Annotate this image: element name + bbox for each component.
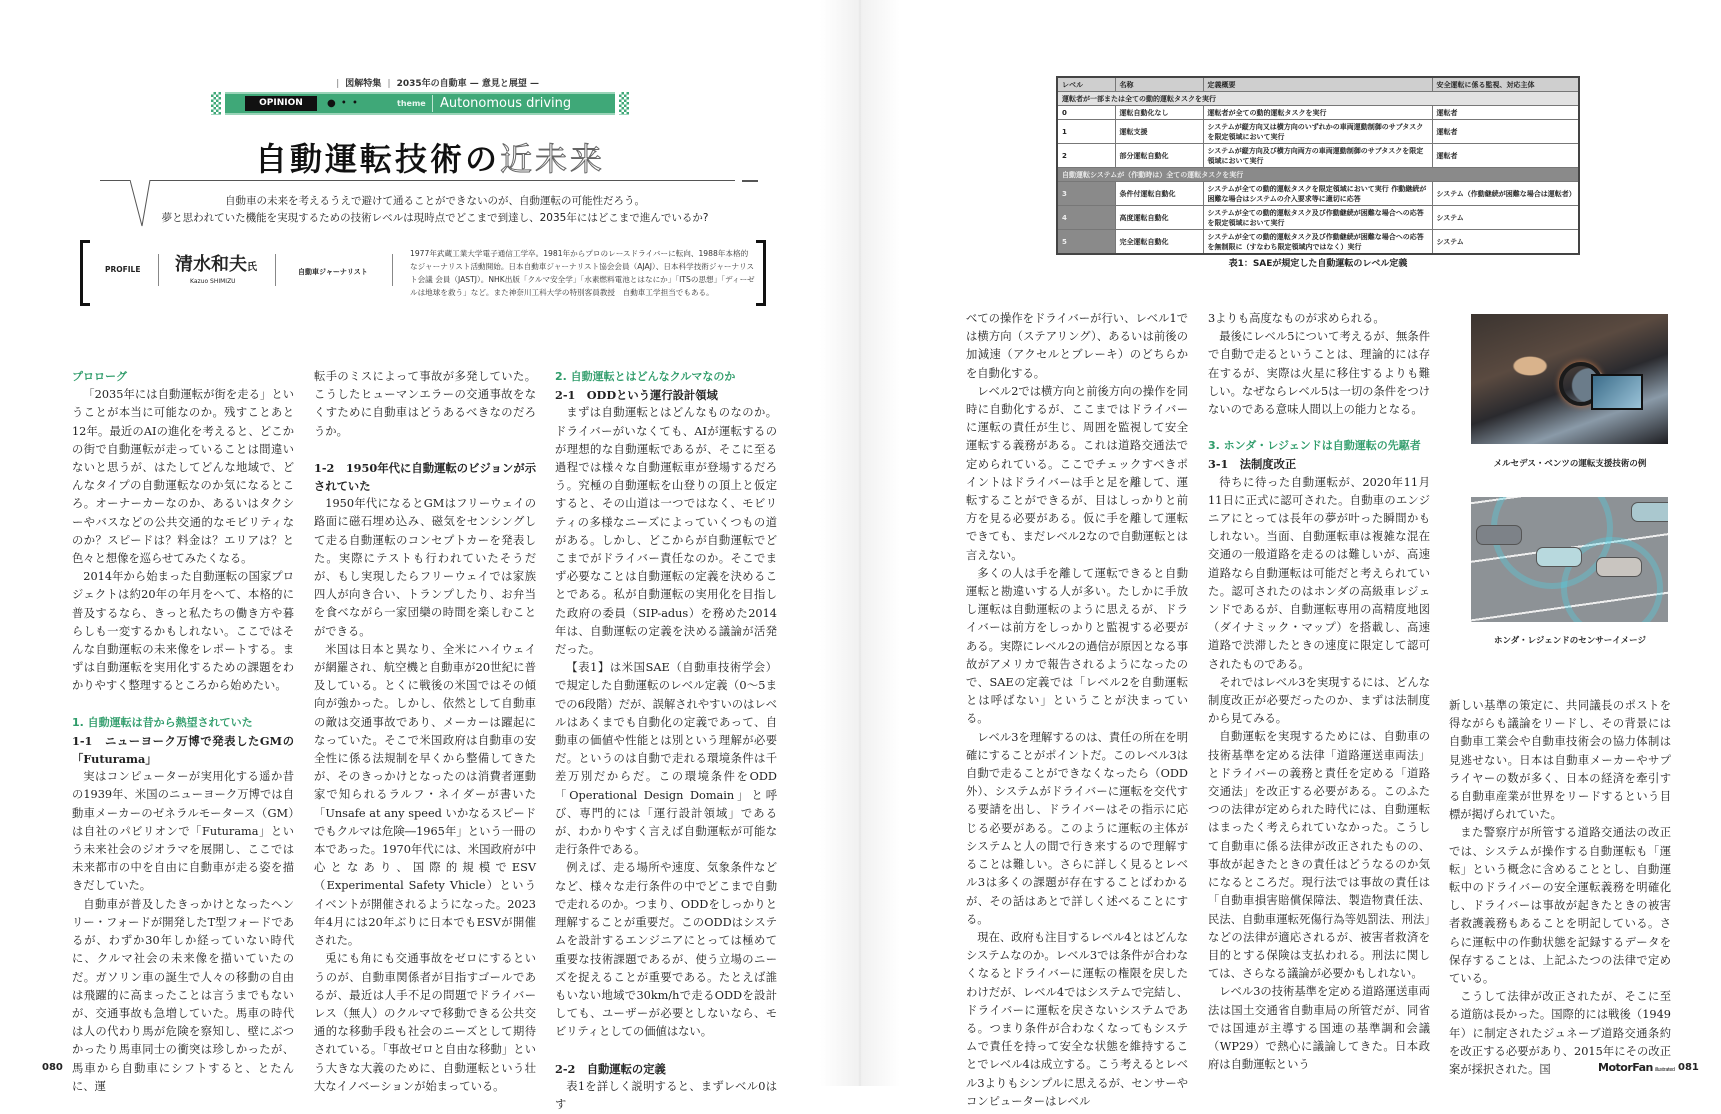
cell-level: 0 [1057, 106, 1115, 120]
table-row [1057, 182, 1579, 206]
cell-subject: 運転者 [1432, 106, 1579, 120]
column-header: レベル [1057, 77, 1115, 92]
body-column [314, 368, 536, 1096]
paragraph: 米国は日本と異なり、全米にハイウェイが網羅され、航空機と自動車が20世紀に普及している。とくに戦後の米国ではその傾向が強かった。しかし、依然として自動車の敵は交通事故であり、メーカーは躍起になっていた。そこで米国政府は自動車の安全性に係る法規制を早くから整備してきたが、そのきっかけとなったのは消費者運動家で知られるラルフ・ネイダーが書いた「Unsafe at any speed いかなるスピードでもクルマは危険―1965年」という一冊の本であった。1970年代には、米国政府が中心となあり、国際的規模でESV（Experimental Safety Vhicle）というイベントが開催されるようになった。2023年4月には20年ぶりに日本でもESVが開催された。 [314, 642, 536, 948]
paragraph: 最後にレベル5について考えるが、無条件で自動で走るということは、理論的には存在するが、実際は火星に移住するよりも難しい。なぜならレベル5は一切の条件をつけないのである意味人間以上の能力となる。 [1208, 330, 1430, 417]
magazine-logo [1598, 1061, 1675, 1074]
subsection-heading: 1-2 1950年代に自動運転のビジョンが示されていた [314, 460, 536, 494]
author-name [175, 250, 257, 276]
paragraph: 待ちに待った自動運転が、2020年11月11日に正式に認可された。自動車のエンジニアにとっては長年の夢が叶った瞬間かもしれない。当面、自動運転車は複雑な混在交通の一般道路を走るのは難しいが、高速道路なら自動運転は可能だと考えられていた。認可されたのはホンダの高級車レジェンドであるが、自動運転専用の高精度地図（ダイナミック・マップ）を搭載し、高速道路で渋滞したときの速度に限定して認可されたものである。 [1208, 475, 1430, 671]
paragraph: べての操作をドライバーが行い、レベル1では横方向（ステアリング）、あるいは前後の加減速（アクセルとブレーキ）のどちらかを自動化する。 [966, 312, 1188, 380]
paragraph: レベル3を理解するのは、責任の所在を明確にすることがポイントだ。このレベル3は自動で走ることができなくなったら（ODD外）、システムがドライバーに運転を交代する要請を出し、ドライバーはその指示に応じる必要がある。このように運転の主体がシステムと人の間で行き来するので理解することは難しい。さらに詳しく見るとレベル3は多くの課題が存在することばわかるが、その話はあとで詳しく述べることにする。 [966, 730, 1188, 926]
cell-level: 4 [1057, 206, 1115, 230]
title-outline: 近未来 [500, 140, 606, 178]
photo-caption: ホンダ・レジェンドのセンサーイメージ [1493, 636, 1647, 646]
page-number-left: 080 [42, 1062, 63, 1073]
title-solid: 自動運転技術の [255, 140, 501, 178]
table-caption: 表1：SAEが規定した自動運転のレベル定義 [1228, 259, 1408, 269]
photo-caption: メルセデス・ベンツの運転支援技術の例 [1493, 459, 1647, 469]
paragraph: 自動車が普及したきっかけとなったヘンリー・フォードが開発したT型フォードであるが、わずか30年しか経っていない時代に、クルマ社会の未来像を描いていたのだ。ガソリン車の誕生で人々の移動の自由は飛躍的に高まったことは言うまでもないが、交通事故も急増していた。馬車の時代は人の代わり馬が危険を察知し、壁にぶつかったり馬車同士の衝突は珍しかったが、馬車から自動車にシフトすると、とたんに、運 [72, 897, 294, 1093]
paragraph: 現在、政府も注目するレベル4とはどんなシステムなのか。レベル3では条件が合わなくなるとドライバーに運転の権限を戻したわけだが、レベル4ではシステムで完結し、ドライバーに運転を戻さないシステムである。つまり条件が合わなくなってもシステムで責任を持って安全な状態を維持することでレベル4は成立する。こう考えるとレベル3よりもシンプルに思えるが、センサーやコンピューターはレベル [966, 930, 1188, 1108]
paragraph: 自動運転を実現するためには、自動車の技術基準を定める法律「道路運送車両法」とドライバーの義務と責任を定める「道路交通法」を改正する必要がある。このふたつの法律が定められた時代には、自動運転はまったく考えられていなかった。こうして自動車に係る法律が改正されたものの、事故が起きたときの責任はどうなるのか気になるところだ。現行法では事故の責任は「自動車損害賠償保障法、製造物責任法、民法、自動車運転死傷行為等処罰法、刑法」などの法律が適応されるが、被害者救済を目的とする保険は支払われる。刑法に関しては、さらなる議論が必要かもしれない。 [1208, 730, 1430, 981]
cell-level: 2 [1057, 144, 1115, 168]
page-gutter [820, 0, 900, 1086]
cell-definition: システムが縦方向又は横方向のいずれかの車両運動制御のサブタスクを限定領域において実行 [1203, 120, 1432, 144]
bracket-right [756, 240, 766, 306]
paragraph: レベル3の技術基準を定める道路運送車両法は国土交通省自動車局の所管だが、同省では国連が主導する国連の基準調和会議（WP29）で熱心に議論してきた。日本政府は自動運転という [1208, 985, 1430, 1072]
section-heading: 1. 自動運転は昔から熱望されていた [72, 715, 253, 729]
section-heading: 3. ホンダ・レジェンドは自動運転の先駆者 [1208, 439, 1421, 453]
paragraph: 2014年から始まった自動運転の国家プロジェクトは約20年の年月をへて、本格的に普及するなら、きっと私たちの働き方や暮らしも一変するかもしれない。ここではそんな自動運転の未来像をレポートする。まずは自動運転を実用化するための課題をわかりやすく整理するところから始めたい。 [72, 570, 294, 693]
checker-pattern [211, 92, 221, 115]
paragraph: 1950年代になるとGMはフリーウェイの路面に磁石埋め込み、磁気をセンシングして走る自動運転のコンセプトカーを発表した。実際にテストも行われていたそうだが、もし実現したらフリーウェイでは家族四人が向き合い、トランプしたり、お弁当を食べながら一家団欒の時間を楽しむことができる。 [314, 497, 536, 638]
paragraph: 例えば、走る場所や速度、気象条件などなど、様々な走行条件の中でどこまで自動で走れるのか。つまり、ODDをしっかりと理解することが重要だ。このODDはシステムを設計するエンジニアにとっては極めて重要な技術課題であるが、使う立場のニーズを捉えることが重要である。たとえば誰もいない地域で30km/hで走るODDを設計しても、ユーザーが必要としないなら、モビリティとしての価値はない。 [555, 861, 777, 1039]
page-number-right: 081 [1678, 1062, 1699, 1073]
kicker-title: 2035年の自動車 — 意見と展望 — [396, 79, 540, 89]
author-role: 自動車ジャーナリスト [298, 268, 368, 276]
group-label: 自動運転システムが（作動時は）全ての運転タスクを実行 [1057, 168, 1579, 182]
paragraph: 「2035年には自動運転が街を走る」ということが本当に可能なのか。残すことあと12年。最近のAIの進化を考えると、どこかの街で自動運転が走っていることは間違いないと思うが、はたしてどんな地域で、どんなタイプの自動運転なのか気になるところ。オーナーカーなのか、あるいはタクシーやバスなどの公共交通的なモビリティなのか？スピードは？料金は？エリアは？と色々と想像を巡らせてみたくなる。 [72, 388, 294, 566]
cell-name: 高度運転自動化 [1115, 206, 1203, 230]
cell-definition: システムが全ての動的運転タスク及び作動継続が困難な場合への応答を無制限に（すなわち限定領域内ではなく）実行 [1203, 230, 1432, 255]
cell-name: 運転支援 [1115, 120, 1203, 144]
cell-subject: システム [1432, 206, 1579, 230]
cell-level: 3 [1057, 182, 1115, 206]
table-header-row [1057, 77, 1579, 92]
table-row [1057, 230, 1579, 255]
cell-subject: 運転者 [1432, 120, 1579, 144]
paragraph: まずは自動運転とはどんなものなのか。ドライバーがいなくても、AIが運転するのが理想的な自動運転であるが、そこに至る過程では様々な自動運転車が登場するだろう。究極の自動運転を山登りの頂上と仮定すると、その山道は一つではなく、モビリティの多様なニーズによっていくつもの道がある。しかし、どこからが自動運転でどこまでがドライバー責任なのか。そこでまず必要なことは自動運転の定義を決めることである。私が自動運転の実用化を目指した政府の委員（SIP-adus）を務めた2014年は、自動運転の定義を決める議論が活発だった。 [555, 406, 777, 657]
sae-level-table [1056, 76, 1580, 255]
author-profile [80, 240, 766, 302]
logo-text: MotorFan [1598, 1061, 1653, 1074]
paragraph: 実はコンピューターが実用化する遥か昔の1939年、米国のニューヨーク万博では自動車メーカーのゼネラルモータース（GM）は自社のパビリオンで「Futurama」という未来社会のジオラマを展開し、ここでは未来都市の中を自由に自動車が走る姿を描きだしていた。 [72, 770, 294, 893]
lead-line: 夢と思われていた機能を実現するための技術レベルは現時点でどこまで到達し、2035年にはどこまで進んでいるか? [161, 212, 709, 224]
mercedes-interior-photo [1471, 314, 1668, 444]
paragraph: また警察庁が所管する道路交通法の改正では、システムが操作する自動運転も「運転」という概念に含めることとし、自動運転中のドライバーの安全運転義務を明確化し、ドライバーは事故が起きたときの被害者救護義務もあることを明記している。さらに運転中の作動状態を記録するデータを保存することは、上記ふたつの法律で定めている。 [1449, 826, 1671, 986]
cell-name: 条件付運転自動化 [1115, 182, 1203, 206]
paragraph: 転手のミスによって事故が多発していた。こうしたヒューマンエラーの交通事故をなくすために自動車はどうあるべきなのだろうか。 [314, 370, 536, 438]
divider [158, 254, 159, 286]
paragraph: 表1を詳しく説明すると、まずレベル0はす [555, 1079, 777, 1111]
dots-icon: ● • • [327, 98, 359, 109]
table-group-row [1057, 92, 1579, 106]
paragraph: 新しい基準の策定に、共同議長のポストを得ながらも議論をリードし、その背景には自動車工業会や自動車技術会の協力体制は見逃せない。日本は自動車メーカーやサプライヤーの数が多く、日本の経済を牽引する自動車産業が世界をリードするという目標が掲げられていた。 [1449, 699, 1671, 822]
body-column [966, 310, 1188, 1111]
lead-text [140, 193, 730, 227]
profile-label: PROFILE [105, 265, 141, 274]
cell-subject: システム（作動継続が困難な場合は運転者） [1432, 182, 1579, 206]
dash-screen-graphic [1591, 374, 1643, 410]
checker-pattern [619, 92, 629, 115]
cell-name: 完全運転自動化 [1115, 230, 1203, 255]
body-column [1449, 697, 1671, 1079]
author-bio: 1977年武蔵工業大学電子通信工学卒。1981年からプロのレースドライバーに転向、1988年本格的なジャーナリスト活動開始。日本自動車ジャーナリスト協会会員（AJAJ）、日本科学技術ジャーナリスト会議 会員（JASTJ）。NHK出版「クルマ安全学」「水素燃料電池とはなにか」「ITSの思想」「ディーゼルは地球を救う」など。また神奈川工科大学の特別客員教授 自動車工学担当でもある。 [410, 249, 755, 297]
subsection-heading: 1-1 ニューヨーク万博で発表したGMの「Futurama」 [72, 733, 294, 767]
paragraph: 多くの人は手を離して運転できると自動運転と勘違いする人が多い。たしかに手放し運転は自動運転のように思えるが、ドライバーは前方をしっかりと監視する必要がある。実際にレベル2の過信が原因となる事故がアメリカで報告されるようになったので、SAEの定義では「レベル2を自動運転とは呼ばない」ということが決まっている。 [966, 566, 1188, 726]
page-title [255, 134, 605, 180]
table-row [1057, 144, 1579, 168]
cell-subject: システム [1432, 230, 1579, 255]
subsection-heading: 3-1 法制度改正 [1208, 457, 1297, 472]
body-column [72, 368, 294, 1096]
column-header: 定義概要 [1203, 77, 1432, 92]
cell-subject: 運転者 [1432, 144, 1579, 168]
subsection-heading: 2-2 自動運転の定義 [555, 1061, 666, 1076]
column-header: 安全運転に係る監視、対応主体 [1432, 77, 1579, 92]
paragraph: 【表1】は米国SAE（自動車技術学会）で規定した自動運転のレベル定義（0～5までの6段階）だが、誤解されやすいのはレベルはあくまでも自動化の定義であって、自動車の価値や性能とは別という理解が必要だ。というのは自動で走れる環境条件は千差万別だからだ。この環境条件をODD「Operational Design Domain」と呼び、専門的には「運行設計領域」であるが、わかりやすく言えば自動運転が可能な走行条件である。 [555, 661, 777, 857]
kicker-label: 図解特集 [345, 79, 382, 89]
author-name-text: 清水和夫 [175, 254, 247, 275]
honda-sensor-photo [1471, 497, 1668, 622]
cell-definition: システムが縦方向及び横方向両方の車両運動制御のサブタスクを限定領域において実行 [1203, 144, 1432, 168]
paragraph: それではレベル3を実現するには、どんな制度改正が必要だったのか、まずは法制度から見てみる。 [1208, 675, 1430, 726]
body-column [555, 368, 777, 1114]
column-header: 名称 [1115, 77, 1203, 92]
logo-subtext: illustrated [1654, 1067, 1675, 1073]
group-label: 運転者が一部または全ての動的運転タスクを実行 [1057, 92, 1579, 106]
opinion-label: OPINION [245, 96, 317, 111]
paragraph: こうして法律が改正されたが、そこに至る道筋は長かった。国際的には戦後（1949年）に制定されたジュネーブ道路交通条約を改正する必要があり、2015年にその改正案が採択された。国 [1449, 990, 1671, 1077]
body-column [1208, 310, 1430, 1074]
bracket-left [80, 240, 90, 306]
cell-level: 1 [1057, 120, 1115, 144]
theme-value: Autonomous driving [432, 95, 571, 112]
cell-level: 5 [1057, 230, 1115, 255]
honorific: 氏 [247, 262, 257, 273]
table-row [1057, 106, 1579, 120]
paragraph: レベル2では横方向と前後方向の操作を同時に自動化するが、ここまではドライバーに運転の責任が生じ、周囲を監視して安全運転する義務がある。これは道路交通法で定められている。ここでチェックすべきポイントはドライバーは手と足を離して、運転することができるが、目はしっかりと前方を見る必要がある。仮に手を離して運転できても、まだレベル2なので自動運転とは言えない。 [966, 384, 1188, 562]
cell-definition: システムが全ての動的運転タスクを限定領域において実行 作動継続が困難な場合はシステムの介入要求等に適切に応答 [1203, 182, 1432, 206]
car-graphic [1476, 525, 1522, 545]
table-row [1057, 120, 1579, 144]
car-graphic [1631, 502, 1668, 522]
theme-banner [225, 92, 615, 115]
car-graphic [1536, 547, 1582, 567]
section-heading: プロローグ [72, 370, 127, 383]
theme-label: theme [397, 99, 426, 108]
table-row [1057, 206, 1579, 230]
divider [392, 254, 393, 286]
subsection-heading: 2-1 ODDという運行設計領域 [555, 388, 718, 403]
cell-definition: 運転者が全ての動的運転タスクを実行 [1203, 106, 1432, 120]
divider [742, 180, 758, 182]
lead-line: 自動車の未来を考えるうえで避けて通ることができないのが、自動運転の可能性だろう。 [225, 195, 645, 207]
divider [275, 254, 276, 286]
car-graphic [1596, 557, 1642, 577]
cell-name: 運転自動化なし [1115, 106, 1203, 120]
divider [100, 180, 735, 181]
cell-definition: システムが全ての動的運転タスク及び作動継続が困難な場合への応答を限定領域において実行 [1203, 206, 1432, 230]
section-heading: 2. 自動運転とはどんなクルマなのか [555, 370, 736, 383]
paragraph: 兎にも角にも交通事故をゼロにするというのが、自動車関係者が目指すゴールであるが、最近は人手不足の問題でドライバーレス（無人）のクルマで移動できる公共交通的な移動手段も社会のニーズとして期待されている。「事故ゼロと自由な移動」という大きな大義のために、自動運転という壮大なイノベーションが始まっている。 [314, 952, 536, 1093]
author-romaji: Kazuo SHIMIZU [190, 278, 236, 285]
paragraph: 3よりも高度なものが求められる。 [1208, 312, 1385, 325]
table-group-row [1057, 168, 1579, 182]
cell-name: 部分運転自動化 [1115, 144, 1203, 168]
section-kicker: | 図解特集 | 2035年の自動車 — 意見と展望 — [336, 79, 540, 89]
